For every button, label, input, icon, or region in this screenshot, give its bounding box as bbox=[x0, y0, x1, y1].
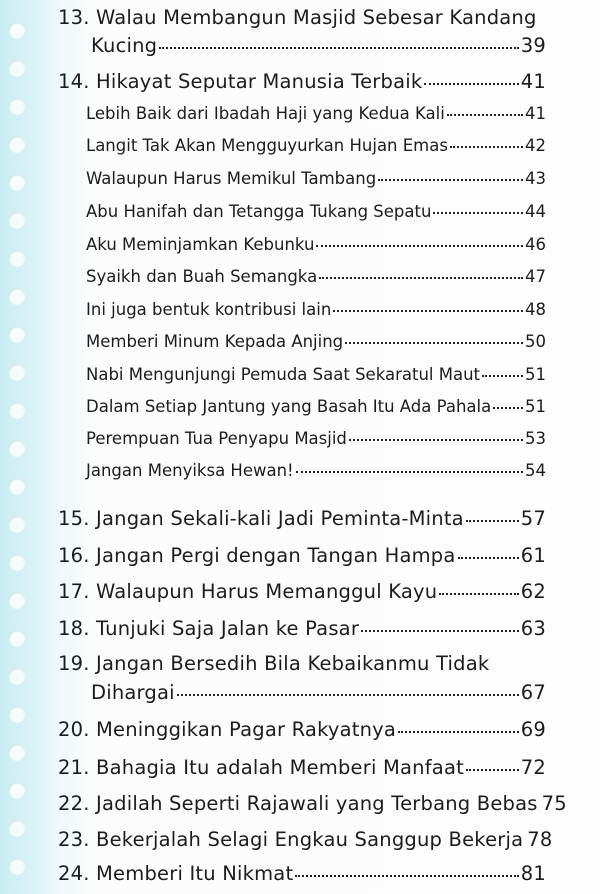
dot-leader bbox=[466, 769, 519, 771]
toc-entry-number: 22. bbox=[58, 792, 90, 815]
toc-entry-number: 19. bbox=[58, 652, 90, 675]
toc-page-number: 43 bbox=[525, 169, 546, 188]
toc-subentry[interactable] bbox=[86, 235, 546, 254]
toc-subentry[interactable] bbox=[86, 169, 546, 188]
toc-subentry-title: Jangan Menyiksa Hewan! bbox=[86, 461, 294, 480]
toc-entry-number: 13. bbox=[58, 6, 90, 29]
toc-entry-number: 16. bbox=[58, 544, 90, 567]
toc-entry-title: Jangan Bersedih Bila Kebaikanmu Tidak bbox=[96, 652, 490, 675]
toc-page-number: 42 bbox=[525, 136, 546, 155]
dot-leader bbox=[450, 146, 523, 148]
toc-page-number: 51 bbox=[525, 397, 546, 416]
toc-page-number: 72 bbox=[520, 756, 546, 779]
dot-leader bbox=[433, 212, 523, 214]
toc-entry-title: Walaupun Harus Memanggul Kayu bbox=[96, 580, 438, 603]
toc-subentry-title: Nabi Mengunjungi Pemuda Saat Sekaratul Maut bbox=[86, 365, 481, 384]
toc-subentry[interactable] bbox=[86, 300, 546, 319]
toc-entry-title: Bekerjalah Selagi Engkau Sanggup Bekerja bbox=[96, 828, 524, 851]
toc-entry-title: Jadilah Seperti Rajawali yang Terbang Bebas bbox=[96, 792, 538, 815]
dot-leader bbox=[177, 694, 519, 696]
toc-entry-title: Tunjuki Saja Jalan ke Pasar bbox=[96, 617, 360, 640]
dot-leader bbox=[458, 557, 519, 559]
toc-page-number: 46 bbox=[525, 235, 546, 254]
toc-page-number: 69 bbox=[520, 718, 546, 741]
toc-entry-16[interactable] bbox=[58, 544, 546, 567]
toc-subentry[interactable] bbox=[86, 104, 546, 123]
toc-subentry[interactable] bbox=[86, 332, 546, 351]
dot-leader bbox=[159, 47, 519, 49]
toc-page-number: 41 bbox=[520, 70, 546, 93]
dot-leader bbox=[319, 277, 523, 279]
toc-subentry-title: Lebih Baik dari Ibadah Haji yang Kedua Kali bbox=[86, 104, 445, 123]
toc-subentry[interactable] bbox=[86, 461, 546, 480]
toc-page-number: 47 bbox=[525, 267, 546, 286]
toc-entry-18[interactable] bbox=[58, 617, 546, 640]
dot-leader bbox=[345, 342, 523, 344]
toc-page-number: 62 bbox=[520, 580, 546, 603]
toc-entry-number: 24. bbox=[58, 862, 90, 885]
toc-subentry[interactable] bbox=[86, 397, 546, 416]
toc-entry-title: Walau Membangun Masjid Sebesar Kandang bbox=[96, 6, 537, 29]
toc-entry-number: 23. bbox=[58, 828, 90, 851]
dot-leader bbox=[295, 875, 518, 877]
toc-page-number: 61 bbox=[520, 544, 546, 567]
toc-subentry-title: Syaikh dan Buah Semangka bbox=[86, 267, 318, 286]
toc-page-number: 78 bbox=[527, 828, 553, 851]
toc-entry-13-line1 bbox=[58, 6, 537, 29]
dot-leader bbox=[447, 114, 523, 116]
toc-subentry[interactable] bbox=[86, 202, 546, 221]
toc-page-number: 81 bbox=[520, 862, 546, 885]
toc-page-number: 54 bbox=[525, 461, 546, 480]
toc-entry-24[interactable] bbox=[58, 862, 546, 885]
dot-leader bbox=[398, 731, 519, 733]
toc-subentry-title: Dalam Setiap Jantung yang Basah Itu Ada Pahala bbox=[86, 397, 492, 416]
toc-entry-23[interactable] bbox=[58, 828, 553, 851]
toc-entry-number: 21. bbox=[58, 756, 90, 779]
dot-leader bbox=[482, 375, 523, 377]
toc-page-number: 41 bbox=[525, 104, 546, 123]
toc-entry-title: Memberi Itu Nikmat bbox=[96, 862, 294, 885]
toc-subentry[interactable] bbox=[86, 267, 546, 286]
toc-subentry-title: Aku Meminjamkan Kebunku bbox=[86, 235, 315, 254]
toc-page-number: 50 bbox=[525, 332, 546, 351]
toc-entry-13[interactable] bbox=[91, 34, 546, 57]
toc-entry-title: Hikayat Seputar Manusia Terbaik bbox=[96, 70, 423, 93]
toc-entry-14[interactable] bbox=[58, 70, 546, 93]
toc-subentry-title: Memberi Minum Kepada Anjing bbox=[86, 332, 344, 351]
dot-leader bbox=[466, 520, 519, 522]
toc-entry-17[interactable] bbox=[58, 580, 546, 603]
toc-subentry[interactable] bbox=[86, 365, 546, 384]
toc-entry-number: 17. bbox=[58, 580, 90, 603]
toc-page-number: 44 bbox=[525, 202, 546, 221]
toc-subentry-title: Perempuan Tua Penyapu Masjid bbox=[86, 429, 347, 448]
toc-page-number: 63 bbox=[520, 617, 546, 640]
toc-entry-number: 14. bbox=[58, 70, 90, 93]
toc-page-number: 57 bbox=[520, 507, 546, 530]
toc-entry-15[interactable] bbox=[58, 507, 546, 530]
toc-entry-19[interactable] bbox=[91, 681, 546, 704]
toc-subentry[interactable] bbox=[86, 429, 546, 448]
dot-leader bbox=[439, 593, 518, 595]
toc-entry-21[interactable] bbox=[58, 756, 546, 779]
toc-page-number: 75 bbox=[541, 792, 567, 815]
toc-entry-title-continued: Kucing bbox=[91, 34, 158, 57]
dot-leader bbox=[316, 245, 523, 247]
dot-leader bbox=[296, 471, 523, 473]
dot-leader bbox=[424, 83, 518, 85]
toc-entry-number: 20. bbox=[58, 718, 90, 741]
dot-leader bbox=[333, 310, 523, 312]
toc-entry-title: Bahagia Itu adalah Memberi Manfaat bbox=[96, 756, 464, 779]
toc-entry-number: 15. bbox=[58, 507, 90, 530]
toc-page-number: 67 bbox=[520, 681, 546, 704]
toc-subentry-title: Ini juga bentuk kontribusi lain bbox=[86, 300, 332, 319]
toc-page-number: 39 bbox=[520, 34, 546, 57]
toc-page-number: 51 bbox=[525, 365, 546, 384]
toc-entry-title-continued: Dihargai bbox=[91, 681, 175, 704]
toc-subentry[interactable] bbox=[86, 136, 546, 155]
dot-leader bbox=[361, 630, 519, 632]
toc-entry-19-line1 bbox=[58, 652, 489, 675]
toc-entry-title: Meninggikan Pagar Rakyatnya bbox=[96, 718, 397, 741]
toc-entry-title: Jangan Sekali-kali Jadi Peminta-Minta bbox=[96, 507, 464, 530]
toc-subentry-title: Abu Hanifah dan Tetangga Tukang Sepatu bbox=[86, 202, 432, 221]
dot-leader bbox=[349, 439, 523, 441]
toc-entry-22[interactable] bbox=[58, 792, 567, 815]
toc-entry-title: Jangan Pergi dengan Tangan Hampa bbox=[96, 544, 456, 567]
toc-subentry-title: Walaupun Harus Memikul Tambang bbox=[86, 169, 377, 188]
toc-subentry-title: Langit Tak Akan Mengguyurkan Hujan Emas bbox=[86, 136, 448, 155]
toc-page-number: 48 bbox=[525, 300, 546, 319]
toc-entry-20[interactable] bbox=[58, 718, 546, 741]
toc-entry-number: 18. bbox=[58, 617, 90, 640]
dot-leader bbox=[493, 407, 523, 409]
toc-page-number: 53 bbox=[525, 429, 546, 448]
dot-leader bbox=[378, 179, 523, 181]
